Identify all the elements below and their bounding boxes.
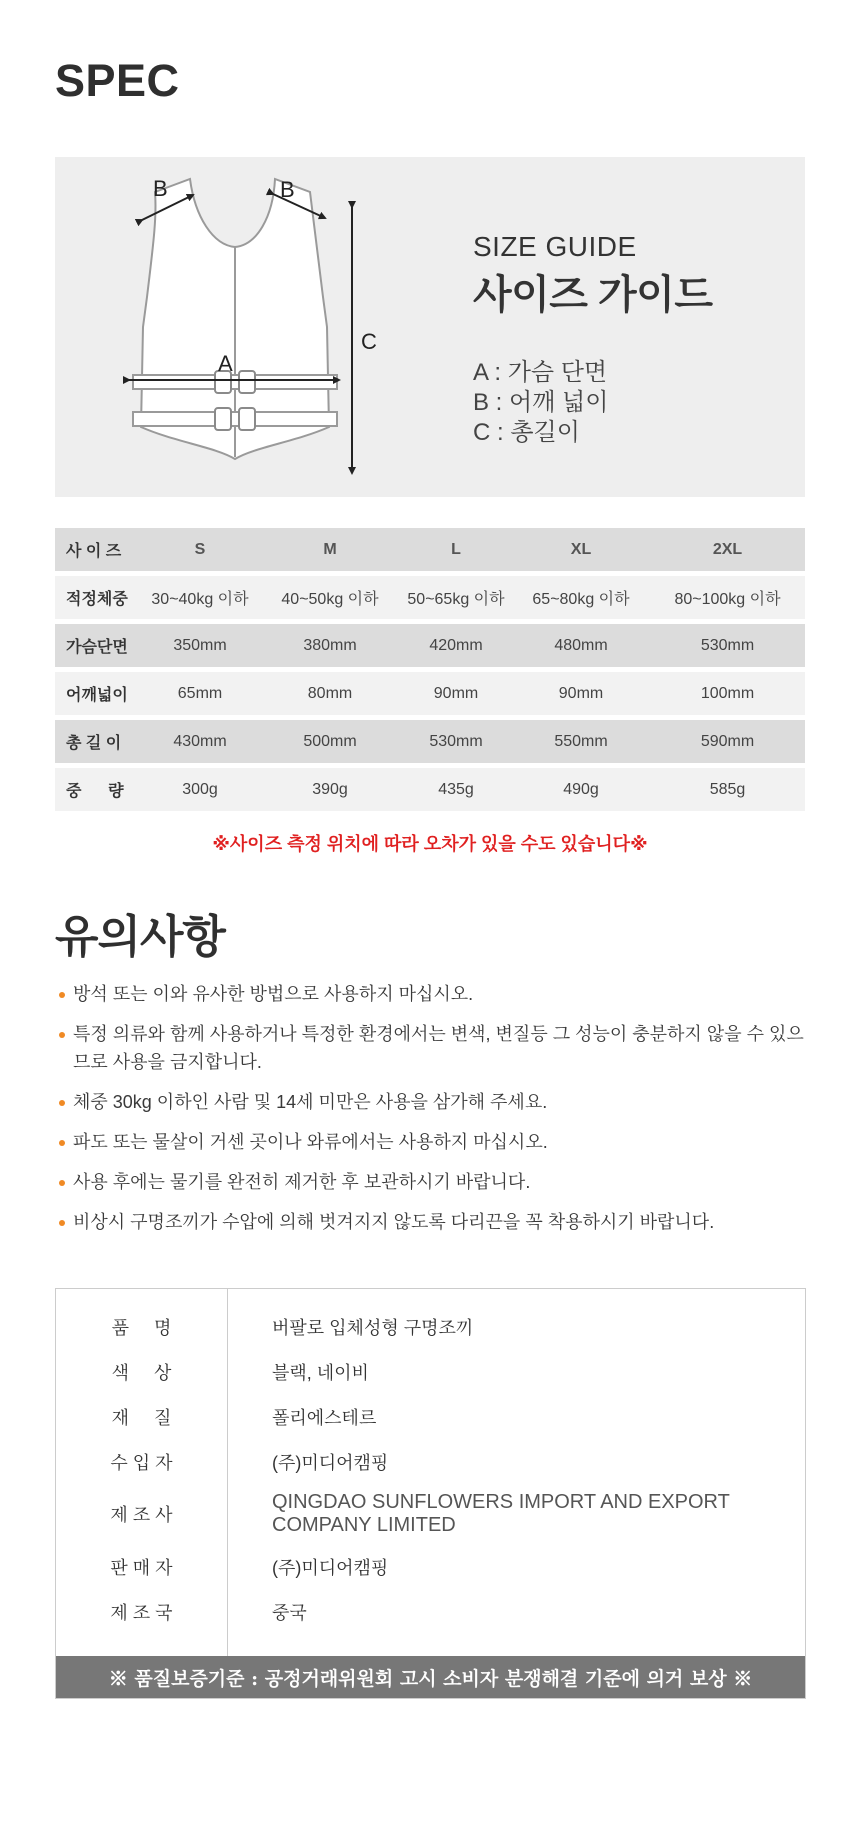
caution-text: 체중 30kg 이하인 사람 및 14세 미만은 사용을 삼가해 주세요. [73,1092,548,1112]
caution-text: 방석 또는 이와 유사한 방법으로 사용하지 마십시오. [73,984,474,1004]
legend-item-a: A : 가슴 단면 [473,359,608,386]
info-label: 수 입 자 [110,1452,173,1473]
caution-title: 유의사항 [55,911,225,962]
row-label: 중 량 [66,783,124,800]
info-value: 블랙, 네이비 [272,1362,369,1383]
legend-item-b: B : 어깨 넓이 [473,389,609,416]
info-label: 제 조 사 [110,1505,173,1525]
list-item [55,1020,815,1076]
list-item [55,1088,815,1116]
info-label: 제 조 국 [110,1602,173,1623]
size-table-header [55,528,805,571]
vest-diagram [55,157,485,497]
size-guide-title-ko: 사이즈 가이드 [473,273,713,317]
caution-text: 사용 후에는 물기를 완전히 제거한 후 보관하시기 바랍니다. [73,1172,531,1192]
size-header-s: S [194,540,206,558]
table-cell: 500mm [303,732,357,750]
marker-b-left: B [153,176,168,201]
product-info-labels [56,1289,228,1656]
list-item [55,980,815,1008]
table-cell: 435g [438,780,474,798]
size-table [55,528,805,816]
bullet-dot-icon [59,1100,65,1106]
table-row [55,768,805,811]
table-row [55,624,805,667]
manufacturer-name: QINGDAO SUNFLOWERS IMPORT AND EXPORT COMPANY LIMITED [272,1491,730,1536]
caution-text: 특정 의류와 함께 사용하거나 특정한 환경에서는 변색, 변질등 그 성능이 충분하지 않을 수 있으므로 사용을 금지합니다. [73,1024,804,1072]
info-label: 재 질 [111,1407,172,1428]
table-cell: 530mm [429,732,483,750]
table-cell: 390g [312,780,348,798]
size-guide-legend [473,358,712,448]
size-header-xl: XL [570,540,592,558]
product-info-table [55,1288,806,1699]
table-cell: 40~50kg 이하 [281,591,379,608]
size-header-2xl: 2XL [712,540,743,558]
table-cell: 90mm [433,684,479,702]
info-label: 품 명 [111,1317,172,1338]
table-cell: 480mm [554,636,608,654]
info-label: 색 상 [111,1362,172,1383]
legend-item-c: C : 총길이 [473,419,580,446]
table-cell: 530mm [700,636,755,654]
vest-buckle-lower-right [239,408,255,430]
list-item [55,1208,815,1236]
marker-c: C [361,329,377,354]
size-header-l: L [451,540,461,558]
caution-text: 비상시 구명조끼가 수압에 의해 벗겨지지 않도록 다리끈을 꼭 착용하시기 바랍니다. [73,1212,715,1232]
caution-text: 파도 또는 물살이 거센 곳이나 와류에서는 사용하지 마십시오. [73,1132,548,1152]
table-cell: 490g [563,780,599,798]
info-value: 중국 [272,1602,307,1623]
table-row [55,576,805,619]
bullet-dot-icon [59,1140,65,1146]
bullet-dot-icon [59,1220,65,1226]
bullet-dot-icon [59,1180,65,1186]
quality-guarantee-bar: ※ 품질보증기준 : 공정거래위원회 고시 소비자 분쟁해결 기준에 의거 보상 ※ [56,1656,805,1698]
info-value: 버팔로 입체성형 구명조끼 [272,1317,474,1338]
product-info-values [228,1289,805,1656]
size-header-m: M [323,540,337,558]
table-cell: 550mm [554,732,608,750]
caution-list [55,980,815,1248]
table-row [55,672,805,715]
table-cell: 50~65kg 이하 [407,591,505,608]
info-value-manufacturer [228,1484,805,1544]
row-label: 가슴단면 [66,639,128,656]
table-cell: 30~40kg 이하 [151,591,249,608]
size-header-label: 사 이 즈 [66,543,122,560]
table-cell: 100mm [700,684,755,702]
row-label: 총 길 이 [66,735,122,752]
vest-strap-upper [133,375,337,389]
table-cell: 80~100kg 이하 [674,591,781,608]
size-guide-panel [55,157,805,497]
list-item [55,1168,815,1196]
info-value: (주)미디어캠핑 [272,1557,389,1578]
info-value: 폴리에스테르 [272,1407,377,1428]
marker-a: A [218,351,233,376]
size-guide-text [473,231,712,448]
table-cell: 80mm [307,684,353,702]
table-cell: 590mm [700,732,755,750]
size-measurement-note: ※사이즈 측정 위치에 따라 오차가 있을 수도 있습니다※ [212,834,648,854]
table-cell: 65mm [177,684,223,702]
marker-b-right: B [280,177,295,202]
bullet-dot-icon [59,992,65,998]
table-row [55,720,805,763]
table-cell: 350mm [173,636,227,654]
row-label: 어깨넓이 [66,687,128,704]
table-cell: 430mm [173,732,227,750]
spec-title: SPEC [55,55,180,106]
table-cell: 90mm [558,684,604,702]
info-label: 판 매 자 [110,1557,173,1578]
vest-buckle-lower-left [215,408,231,430]
size-guide-title-en: SIZE GUIDE [473,231,637,262]
info-value: (주)미디어캠핑 [272,1452,389,1473]
table-cell: 585g [709,780,746,798]
table-cell: 300g [182,780,218,798]
vest-buckle-upper-right [239,371,255,393]
vest-strap-lower [133,412,337,426]
table-cell: 65~80kg 이하 [532,591,630,608]
bullet-dot-icon [59,1032,65,1038]
table-cell: 420mm [429,636,483,654]
row-label: 적정체중 [66,591,128,608]
table-cell: 380mm [303,636,357,654]
list-item [55,1128,815,1156]
